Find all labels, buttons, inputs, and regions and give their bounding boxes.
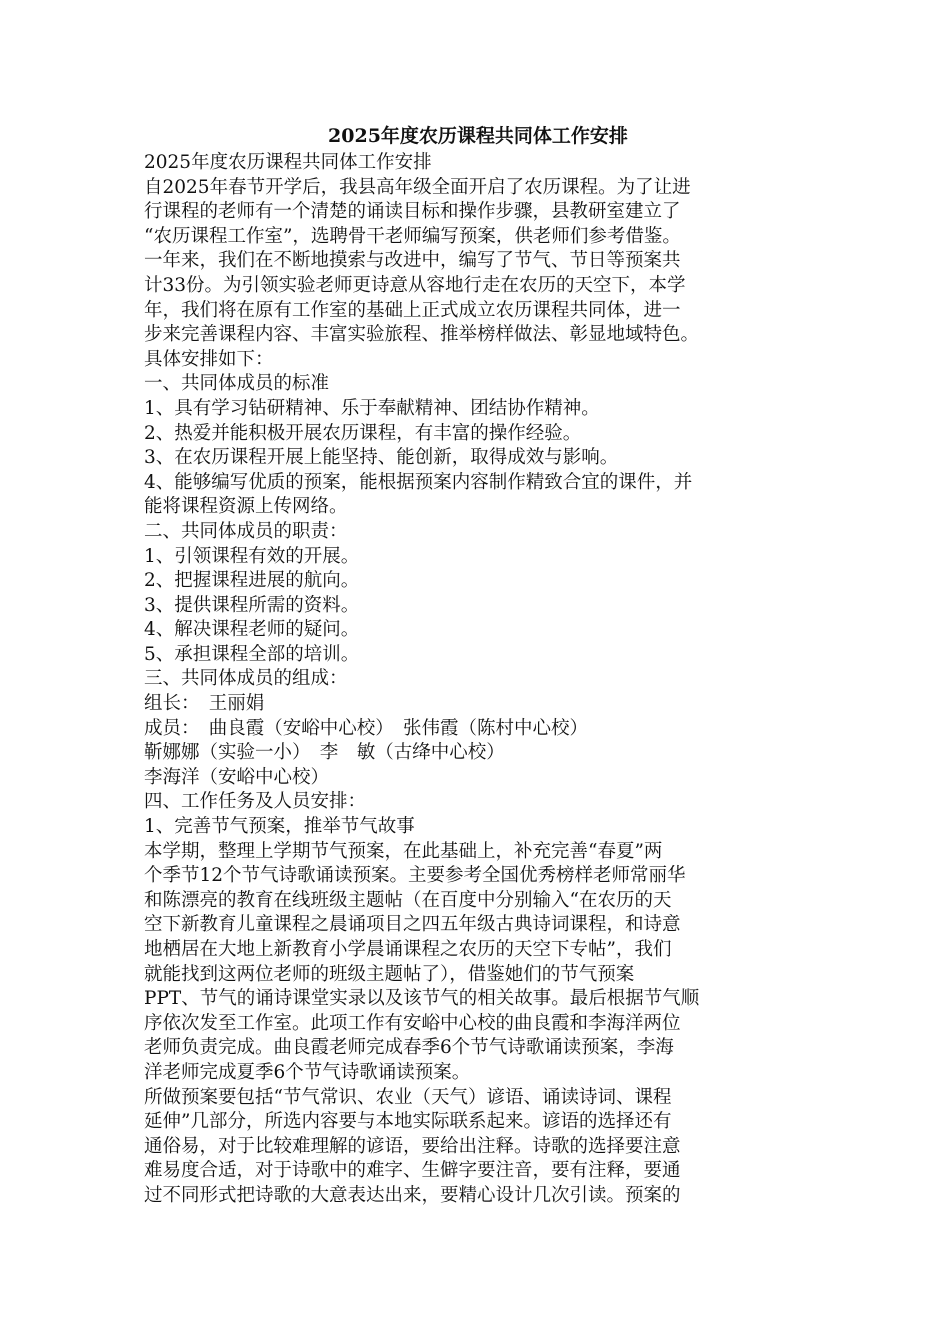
text-line: 组长： 王丽娟 [144, 693, 265, 715]
text-line: 2、把握课程进展的航向。 [144, 570, 360, 592]
text-line: 行课程的老师有一个清楚的诵读目标和操作步骤，县教研室建立了 [144, 201, 681, 223]
document-page [144, 121, 812, 1209]
text-line: 靳娜娜（实验一小） 李 敏（古绛中心校） [144, 742, 505, 764]
text-line: 3、在农历课程开展上能坚持、能创新，取得成效与影响。 [144, 447, 619, 469]
text-line: 1、完善节气预案，推举节气故事 [144, 816, 415, 838]
document-body [144, 151, 812, 1209]
text-line: 就能找到这两位老师的班级主题帖了），借鉴她们的节气预案 [144, 963, 635, 985]
text-line: 通俗易，对于比较难理解的谚语，要给出注释。诗歌的选择要注意 [144, 1135, 681, 1157]
section-heading: 三、共同体成员的组成： [144, 668, 348, 690]
text-line: 序依次发至工作室。此项工作有安峪中心校的曲良霞和李海洋两位 [144, 1012, 681, 1034]
text-line: 年，我们将在原有工作室的基础上正式成立农历课程共同体，进一 [144, 299, 681, 321]
text-line: 3、提供课程所需的资料。 [144, 594, 360, 616]
section-heading: 二、共同体成员的职责： [144, 520, 348, 542]
text-line: 4、解决课程老师的疑问。 [144, 619, 360, 641]
text-line: 能将课程资源上传网络。 [144, 496, 348, 518]
text-line: “农历课程工作室”，选聘骨干老师编写预案，供老师们参考借鉴。 [144, 225, 681, 247]
text-line: 一年来，我们在不断地摸索与改进中，编写了节气、节日等预案共 [144, 250, 681, 272]
text-line: PPT、节气的诵诗课堂实录以及该节气的相关故事。最后根据节气顺 [144, 988, 700, 1010]
document-title: 2025年度农历课程共同体工作安排 [328, 125, 628, 147]
text-line: 个季节12个节气诗歌诵读预案。主要参考全国优秀榜样老师常丽华 [144, 865, 686, 887]
text-line: 计33份。为引领实验老师更诗意从容地行走在农历的天空下，本学 [144, 274, 686, 296]
text-line: 步来完善课程内容、丰富实验旅程、推举榜样做法、彰显地域特色。 [144, 324, 700, 346]
text-line: 具体安排如下： [144, 348, 274, 370]
text-line: 难易度合适，对于诗歌中的难字、生僻字要注音，要有注释，要通 [144, 1160, 681, 1182]
section-heading: 四、工作任务及人员安排： [144, 791, 367, 813]
text-line: 本学期，整理上学期节气预案，在此基础上，补充完善“春夏”两 [144, 840, 663, 862]
text-line: 洋老师完成夏季6个节气诗歌诵读预案。 [144, 1061, 471, 1083]
text-line: 1、引领课程有效的开展。 [144, 545, 360, 567]
text-line: 延伸”几部分，所选内容要与本地实际联系起来。谚语的选择还有 [144, 1111, 672, 1133]
text-line: 1、具有学习钻研精神、乐于奉献精神、团结协作精神。 [144, 397, 600, 419]
text-line: 李海洋（安峪中心校） [144, 766, 330, 788]
text-line: 过不同形式把诗歌的大意表达出来，要精心设计几次引读。预案的 [144, 1184, 681, 1206]
text-line: 和陈漂亮的教育在线班级主题帖（在百度中分别输入“在农历的天 [144, 889, 672, 911]
text-line: 5、承担课程全部的培训。 [144, 643, 360, 665]
text-line: 所做预案要包括“节气常识、农业（天气）谚语、诵读诗词、课程 [144, 1086, 672, 1108]
text-line: 自2025年春节开学后，我县高年级全面开启了农历课程。为了让进 [144, 176, 691, 198]
text-line: 成员： 曲良霞（安峪中心校） 张伟霞（陈村中心校） [144, 717, 589, 739]
text-line: 空下新教育儿童课程之晨诵项目之四五年级古典诗词课程，和诗意 [144, 914, 681, 936]
section-heading: 一、共同体成员的标准 [144, 373, 330, 395]
text-line: 地栖居在大地上新教育小学晨诵课程之农历的天空下专帖”，我们 [144, 939, 672, 960]
text-line: 4、能够编写优质的预案，能根据预案内容制作精致合宜的课件，并 [144, 471, 693, 493]
text-line: 2、热爱并能积极开展农历课程，有丰富的操作经验。 [144, 422, 582, 444]
text-line: 2025年度农历课程共同体工作安排 [144, 152, 432, 173]
text-line: 老师负责完成。曲良霞老师完成春季6个节气诗歌诵读预案，李海 [144, 1037, 674, 1059]
